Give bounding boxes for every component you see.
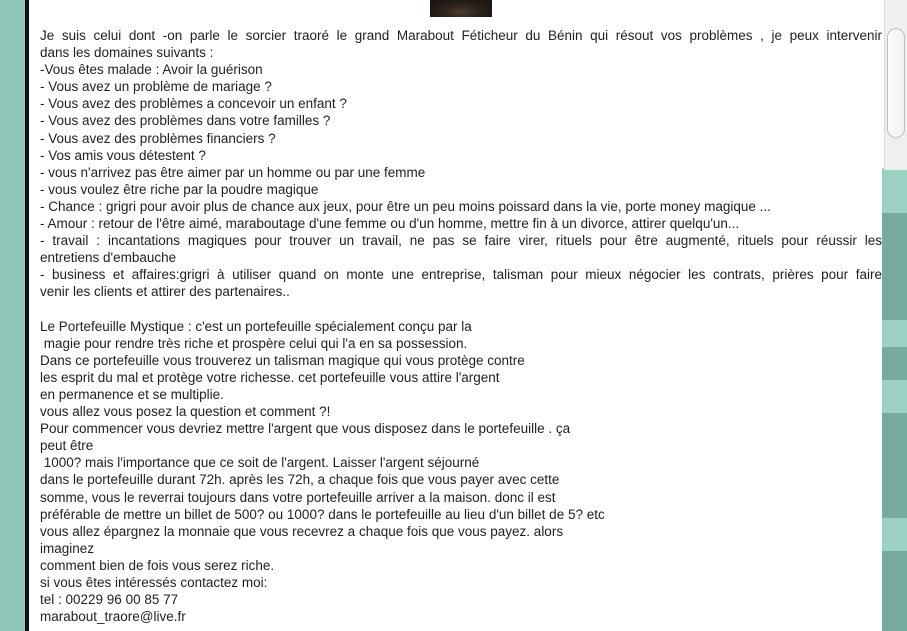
- teal-band: [882, 413, 907, 518]
- text-line: - Vous avez des problèmes a concevoir un enfant ?: [40, 96, 347, 112]
- vertical-scrollbar[interactable]: [884, 0, 907, 170]
- text-line: Le Portefeuille Mystique : c'est un portefeuille spécialement conçu par la: [40, 318, 472, 334]
- content-area: [29, 0, 883, 631]
- teal-band: [882, 168, 907, 213]
- text-line: en permanence et se multiplie.: [40, 386, 224, 402]
- teal-band: [882, 380, 907, 413]
- text-line: magie pour rendre très riche et prospère celui qui l'a en sa possession.: [40, 335, 468, 351]
- text-line: - Vous avez un problème de mariage ?: [40, 79, 272, 95]
- text-line: les esprit du mal et protège votre richesse. cet portefeuille vous attire l'argent: [40, 369, 500, 385]
- text-line: venir les clients et attirer des partenaires..: [40, 284, 290, 300]
- text-line: entretiens d'embauche: [40, 250, 177, 266]
- text-line: - Amour : retour de l'être aimé, maraboutage d'une femme ou d'un homme, mettre fin à un divorce, attirer quelqu'un...: [40, 216, 740, 232]
- teal-band: [882, 347, 907, 380]
- teal-band: [882, 213, 907, 320]
- text-line: vous allez épargnez la monnaie que vous recevrez a chaque fois que vous payez. alors: [40, 523, 564, 539]
- text-line: - Vous avez des problèmes financiers ?: [40, 130, 276, 146]
- text-line: - travail : incantations magiques pour trouver un travail, ne pas se faire virer, rituels pour être augmenté, rituels pour réussir les: [40, 233, 882, 249]
- scrollbar-thumb[interactable]: [887, 28, 905, 138]
- text-line: Je suis celui dont -on parle le sorcier traoré le grand Marabout Féticheur du Bénin qui résout vos problèmes , je peux intervenir: [40, 28, 882, 43]
- phone-number: tel : 00229 96 00 85 77: [40, 592, 179, 608]
- teal-band: [882, 320, 907, 347]
- text-line: 1000? mais l'importance que ce soit de l'argent. Laisser l'argent séjourné: [40, 455, 480, 471]
- text-line: dans les domaines suivants :: [40, 45, 214, 61]
- text-line: peut être: [40, 438, 94, 454]
- text-line: Pour commencer vous devriez mettre l'argent que vous disposez dans le portefeuille . ça: [40, 421, 571, 437]
- text-line: - vous voulez être riche par la poudre magique: [40, 181, 319, 197]
- marabout-photo: [430, 0, 492, 17]
- text-line: somme, vous le reverrai toujours dans votre portefeuille arriver a la maison. donc il est: [40, 489, 556, 505]
- text-line: - business et affaires:grigri à utiliser quand on monte une entreprise, talisman pour mieux négocier les contrats, prières pour faire: [40, 267, 882, 283]
- left-accent-bar: [0, 0, 25, 631]
- text-line: - Vos amis vous détestent ?: [40, 147, 206, 163]
- email-address: marabout_traore@live.fr: [40, 609, 186, 625]
- text-line: vous allez vous posez la question et comment ?!: [40, 404, 331, 420]
- text-line: comment bien de fois vous serez riche.: [40, 557, 275, 573]
- teal-band: [882, 551, 907, 631]
- text-line: imaginez: [40, 540, 95, 556]
- text-line: - Vous avez des problèmes dans votre familles ?: [40, 113, 331, 129]
- text-line: préférable de mettre un billet de 500? ou 1000? dans le portefeuille au lieu d'un billet de 5? etc: [40, 506, 605, 522]
- text-line: Dans ce portefeuille vous trouverez un talisman magique qui vous protège contre: [40, 352, 525, 368]
- teal-band: [882, 518, 907, 551]
- text-line: -Vous êtes malade : Avoir la guérison: [40, 62, 263, 78]
- text-line: - Chance : grigri pour avoir plus de chance aux jeux, pour être un peu moins poissard dans la vie, porte money magique ...: [40, 198, 771, 214]
- text-line: si vous êtes intéressés contactez moi:: [40, 575, 268, 590]
- text-line: [40, 301, 882, 318]
- text-line: - vous n'arrivez pas être aimer par un homme ou par une femme: [40, 164, 426, 180]
- text-line: dans le portefeuille durant 72h. après les 72h, a chaque fois que vous payer avec cette: [40, 472, 560, 488]
- article-lines: [40, 27, 882, 591]
- article-text: [40, 27, 882, 625]
